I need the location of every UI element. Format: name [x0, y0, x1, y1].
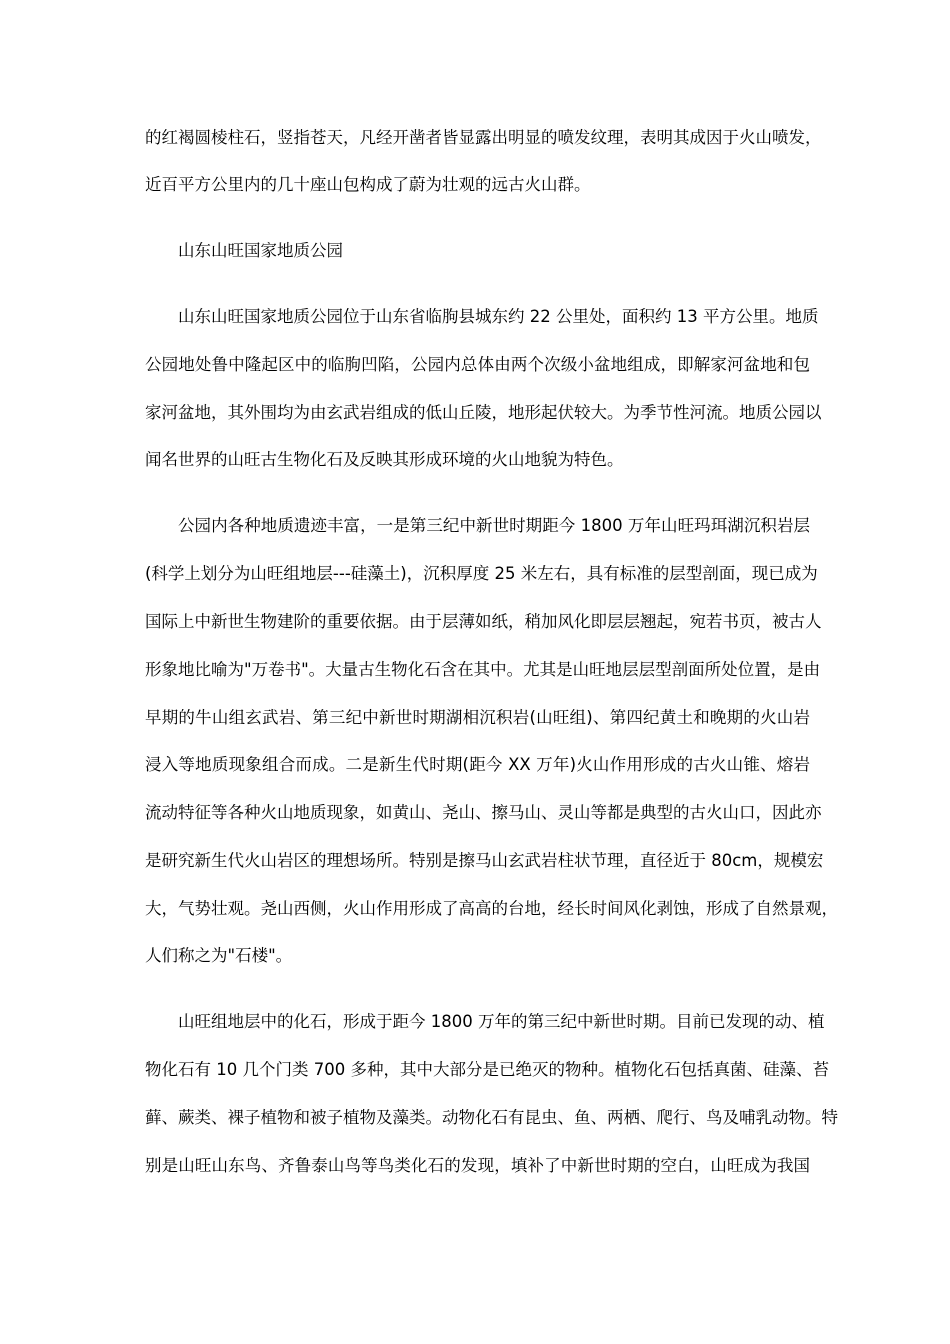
paragraph-line: 形象地比喻为"万卷书"。大量古生物化石含在其中。尤其是山旺地层层型剖面所处位置，是由: [145, 660, 821, 679]
paragraph-line: 的红褐圆棱柱石，竖指苍天，凡经开凿者皆显露出明显的喷发纹理，表明其成因于火山喷发，: [145, 128, 822, 147]
paragraph-line: 国际上中新世生物建阶的重要依据。由于层薄如纸，稍加风化即层层翘起，宛若书页，被古人: [145, 612, 822, 631]
paragraph-line: 流动特征等各种火山地质现象，如黄山、尧山、擦马山、灵山等都是典型的古火山口，因此亦: [145, 803, 822, 822]
paragraph-line: (科学上划分为山旺组地层---硅藻土)，沉积厚度 25 米左右，具有标准的层型剖面，现已成为: [145, 564, 818, 583]
paragraph-line: 山旺组地层中的化石，形成于距今 1800 万年的第三纪中新世时期。目前已发现的动、植: [178, 1012, 825, 1031]
paragraph-line: 人们称之为"石楼"。: [145, 946, 293, 965]
paragraph-line: 物化石有 10 几个门类 700 多种，其中大部分是已绝灭的物种。植物化石包括真菌、硅藻、苔: [145, 1060, 829, 1079]
paragraph-line: 是研究新生代火山岩区的理想场所。特别是擦马山玄武岩柱状节理，直径近于 80cm，规模宏: [145, 851, 824, 870]
paragraph-line: 藓、蕨类、裸子植物和被子植物及藻类。动物化石有昆虫、鱼、两栖、爬行、鸟及哺乳动物。特: [145, 1108, 838, 1127]
paragraph-line: 近百平方公里内的几十座山包构成了蔚为壮观的远古火山群。: [145, 175, 591, 194]
paragraph-line: 家河盆地，其外围均为由玄武岩组成的低山丘陵，地形起伏较大。为季节性河流。地质公园以: [145, 403, 822, 422]
paragraph-line: 山东山旺国家地质公园位于山东省临朐县城东约 22 公里处，面积约 13 平方公里。地质: [178, 307, 819, 326]
paragraph-line: 早期的牛山组玄武岩、第三纪中新世时期湖相沉积岩(山旺组)、第四纪黄土和晚期的火山岩: [145, 708, 810, 727]
section-heading: 山东山旺国家地质公园: [178, 241, 343, 260]
paragraph-line: 公园地处鲁中隆起区中的临朐凹陷，公园内总体由两个次级小盆地组成，即解家河盆地和包: [145, 355, 810, 374]
paragraph-line: 浸入等地质现象组合而成。二是新生代时期(距今 XX 万年)火山作用形成的古火山锥、熔岩: [145, 755, 810, 774]
paragraph-line: 别是山旺山东鸟、齐鲁泰山鸟等鸟类化石的发现，填补了中新世时期的空白，山旺成为我国: [145, 1156, 810, 1175]
paragraph-line: 闻名世界的山旺古生物化石及反映其形成环境的火山地貌为特色。: [145, 450, 624, 469]
paragraph-line: 公园内各种地质遗迹丰富，一是第三纪中新世时期距今 1800 万年山旺玛珥湖沉积岩层: [178, 516, 810, 535]
paragraph-line: 大，气势壮观。尧山西侧，火山作用形成了高高的台地，经长时间风化剥蚀，形成了自然景观，: [145, 899, 838, 918]
